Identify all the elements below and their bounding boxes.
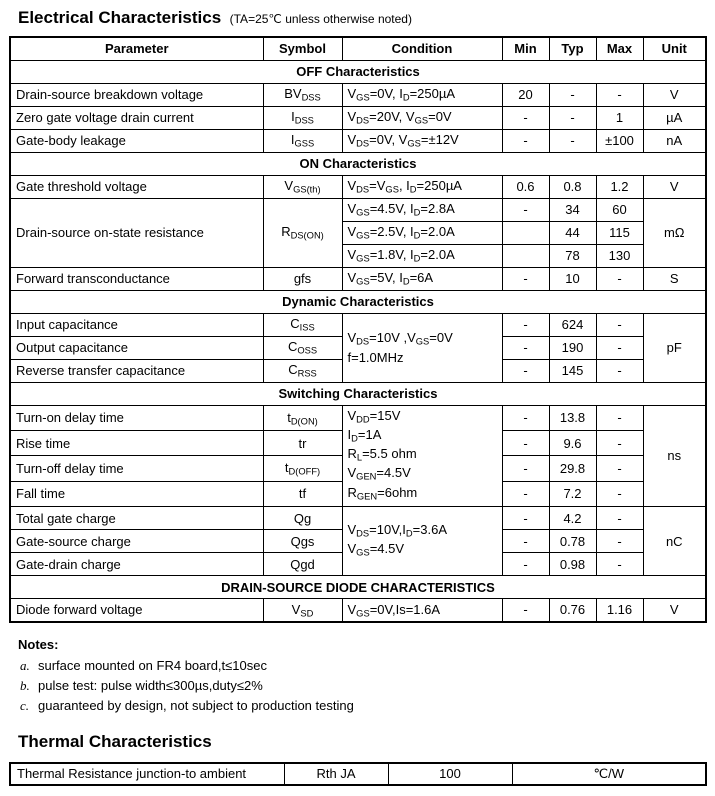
symbol-cell: $BV_{DSS}$ [263, 83, 342, 106]
symbol-cell: Qgd [263, 553, 342, 576]
min-cell: - [502, 129, 549, 152]
min-cell: - [502, 481, 549, 506]
unit-cell: V [643, 175, 706, 198]
section-title-dynamic: Dynamic Characteristics [10, 290, 706, 313]
symbol-cell: $V_{GS(th)}$ [263, 175, 342, 198]
max-cell: - [596, 430, 643, 455]
min-cell: - [502, 456, 549, 481]
thermal-param-cell: Thermal Resistance junction-to ambient [10, 763, 284, 785]
header-parameter: Parameter [10, 37, 263, 60]
typ-cell: 4.2 [549, 507, 596, 530]
unit-cell: nC [643, 507, 706, 576]
condition-line: $V_{DD}=15V$ [347, 407, 401, 424]
min-cell: - [502, 313, 549, 336]
condition-line: $V_{DS}=10V$ $,V_{GS}=0V$ [347, 330, 453, 347]
note-item [20, 698, 706, 714]
typ-cell: - [549, 83, 596, 106]
typ-cell: 78 [549, 244, 596, 267]
min-cell: - [502, 553, 549, 576]
param-cell: Output capacitance [10, 336, 263, 359]
param-cell: Input capacitance [10, 313, 263, 336]
condition-line: $V_{GS}=4.5V$ [347, 541, 405, 558]
param-cell: Reverse transfer capacitance [10, 359, 263, 382]
thermal-value-cell: 100 [388, 763, 512, 785]
min-cell: - [502, 599, 549, 622]
param-cell: Gate-body leakage [10, 129, 263, 152]
param-cell: Gate-source charge [10, 530, 263, 553]
max-cell: - [596, 456, 643, 481]
table-row [10, 129, 706, 152]
param-cell: Forward transconductance [10, 267, 263, 290]
unit-cell: V [643, 83, 706, 106]
min-cell: - [502, 267, 549, 290]
max-cell: - [596, 313, 643, 336]
max-cell: - [596, 530, 643, 553]
min-cell: - [502, 198, 549, 221]
table-header-row [10, 37, 706, 60]
symbol-cell: tr [263, 430, 342, 455]
condition-line: $V_{GEN}=4.5V$ [347, 465, 411, 482]
param-cell: Fall time [10, 481, 263, 506]
max-cell: 1 [596, 106, 643, 129]
typ-cell: 145 [549, 359, 596, 382]
param-cell: Turn-off delay time [10, 456, 263, 481]
section-title-diode: DRAIN-SOURCE DIODE CHARACTERISTICS [10, 576, 706, 599]
condition-line: $V_{DS}=10V,I_D=3.6A$ [347, 521, 448, 539]
max-cell: - [596, 267, 643, 290]
condition-cell: $V_{GS}=1.8V$, $I_D=2.0A$ [342, 244, 502, 267]
max-cell: 115 [596, 221, 643, 244]
typ-cell: 44 [549, 221, 596, 244]
symbol-cell: Qg [263, 507, 342, 530]
max-cell: - [596, 405, 643, 430]
condition-cell: $V_{GS}=0V$, $I_D=250\mu A$ [342, 83, 502, 106]
thermal-characteristics-table [9, 762, 707, 786]
note-text: pulse test: pulse width≤300µs,duty≤2% [38, 677, 263, 693]
condition-cell: $V_{DS}=V_{GS}$, $I_D=250\mu A$ [342, 175, 502, 198]
page-title: Electrical Characteristics [18, 8, 222, 27]
typ-cell: 0.98 [549, 553, 596, 576]
table-row [10, 599, 706, 622]
param-cell: Zero gate voltage drain current [10, 106, 263, 129]
symbol-cell: $C_{RSS}$ [263, 359, 342, 382]
note-label: b. [20, 677, 30, 693]
header-unit: Unit [643, 37, 706, 60]
typ-cell: 34 [549, 198, 596, 221]
typ-cell: 29.8 [549, 456, 596, 481]
table-row [10, 175, 706, 198]
typ-cell: 0.76 [549, 599, 596, 622]
section-row-diode [10, 576, 706, 599]
param-cell: Gate threshold voltage [10, 175, 263, 198]
table-row [10, 198, 706, 221]
symbol-cell: $C_{OSS}$ [263, 336, 342, 359]
table-row [10, 405, 706, 430]
header-symbol: Symbol [263, 37, 342, 60]
typ-cell: 13.8 [549, 405, 596, 430]
typ-cell: 10 [549, 267, 596, 290]
typ-cell: 190 [549, 336, 596, 359]
min-cell [502, 244, 549, 267]
section-title-on: ON Characteristics [10, 152, 706, 175]
note-item [20, 678, 706, 694]
typ-cell: - [549, 129, 596, 152]
max-cell: 1.16 [596, 599, 643, 622]
typ-cell: 9.6 [549, 430, 596, 455]
symbol-cell: tf [263, 481, 342, 506]
symbol-cell: Qgs [263, 530, 342, 553]
min-cell: - [502, 530, 549, 553]
condition-cell: $V_{GS}=5V$, $I_D=6A$ [342, 267, 502, 290]
max-cell: 60 [596, 198, 643, 221]
min-cell: - [502, 507, 549, 530]
note-label: a. [20, 657, 30, 673]
note-label: c. [20, 697, 30, 713]
typ-cell: 7.2 [549, 481, 596, 506]
min-cell [502, 221, 549, 244]
header-typ: Typ [549, 37, 596, 60]
symbol-cell: gfs [263, 267, 342, 290]
condition-cell: $V_{DS}=0V$, $V_{GS}=\pm 12V$ [342, 129, 502, 152]
max-cell: ±100 [596, 129, 643, 152]
table-row [10, 507, 706, 530]
max-cell: - [596, 507, 643, 530]
typ-cell: 0.78 [549, 530, 596, 553]
thermal-unit-cell: ℃/W [512, 763, 706, 785]
note-item [20, 658, 706, 674]
symbol-cell: $t_{D(ON)}$ [263, 405, 342, 430]
table-row [10, 83, 706, 106]
note-text: guaranteed by design, not subject to production testing [38, 697, 354, 713]
section-title-off: OFF Characteristics [10, 60, 706, 83]
condition-line: $I_D=1A$ [347, 426, 382, 444]
condition-cell: $V_{GS}=2.5V$, $I_D=2.0A$ [342, 221, 502, 244]
section-row-switching [10, 382, 706, 405]
max-cell: - [596, 336, 643, 359]
thermal-row [10, 763, 706, 785]
symbol-cell: $I_{GSS}$ [263, 129, 342, 152]
typ-cell: 0.8 [549, 175, 596, 198]
thermal-section-title: Thermal Characteristics [18, 731, 212, 751]
unit-cell: ns [643, 405, 706, 507]
notes-section [18, 637, 706, 714]
header-min: Min [502, 37, 549, 60]
condition-cell: $V_{GS}=4.5V$, $I_D=2.8A$ [342, 198, 502, 221]
min-cell: 20 [502, 83, 549, 106]
symbol-cell: $V_{SD}$ [263, 599, 342, 622]
min-cell: - [502, 359, 549, 382]
condition-cell [342, 405, 502, 507]
thermal-symbol-cell: Rth JA [284, 763, 388, 785]
condition-cell [342, 507, 502, 576]
max-cell: - [596, 359, 643, 382]
notes-title: Notes: [18, 636, 59, 652]
page-title-note: (TA=25℃ unless otherwise noted) [229, 12, 412, 26]
electrical-characteristics-table [9, 36, 707, 623]
param-cell: Gate-drain charge [10, 553, 263, 576]
param-cell: Drain-source on-state resistance [10, 198, 263, 267]
unit-cell: mΩ [643, 198, 706, 267]
symbol-cell: $R_{DS(ON)}$ [263, 198, 342, 267]
max-cell: 1.2 [596, 175, 643, 198]
table-row [10, 267, 706, 290]
typ-cell: 624 [549, 313, 596, 336]
page-header [18, 8, 706, 28]
header-max: Max [596, 37, 643, 60]
table-row [10, 313, 706, 336]
condition-cell [342, 313, 502, 382]
max-cell: 130 [596, 244, 643, 267]
section-title-switching: Switching Characteristics [10, 382, 706, 405]
condition-line: $R_{GEN}=6ohm$ [347, 484, 418, 502]
unit-cell: pF [643, 313, 706, 382]
min-cell: - [502, 405, 549, 430]
min-cell: - [502, 106, 549, 129]
table-row [10, 106, 706, 129]
symbol-cell: $C_{ISS}$ [263, 313, 342, 336]
unit-cell: nA [643, 129, 706, 152]
param-cell: Rise time [10, 430, 263, 455]
condition-line: $R_L=5.5$ ohm [347, 446, 417, 463]
min-cell: 0.6 [502, 175, 549, 198]
condition-line: f=1.0MHz [347, 349, 404, 365]
min-cell: - [502, 430, 549, 455]
symbol-cell: $t_{D(OFF)}$ [263, 456, 342, 481]
max-cell: - [596, 481, 643, 506]
param-cell: Diode forward voltage [10, 599, 263, 622]
unit-cell: S [643, 267, 706, 290]
max-cell: - [596, 553, 643, 576]
condition-cell: $V_{DS}=20V$, $V_{GS}=0V$ [342, 106, 502, 129]
note-text: surface mounted on FR4 board,t≤10sec [38, 657, 267, 673]
max-cell: - [596, 83, 643, 106]
section-row-dynamic [10, 290, 706, 313]
section-row-off [10, 60, 706, 83]
min-cell: - [502, 336, 549, 359]
param-cell: Turn-on delay time [10, 405, 263, 430]
param-cell: Total gate charge [10, 507, 263, 530]
typ-cell: - [549, 106, 596, 129]
section-row-on [10, 152, 706, 175]
symbol-cell: $I_{DSS}$ [263, 106, 342, 129]
unit-cell: µA [643, 106, 706, 129]
param-cell: Drain-source breakdown voltage [10, 83, 263, 106]
unit-cell: V [643, 599, 706, 622]
header-condition: Condition [342, 37, 502, 60]
condition-cell: $V_{GS}=0V,Is=1.6A$ [342, 599, 502, 622]
